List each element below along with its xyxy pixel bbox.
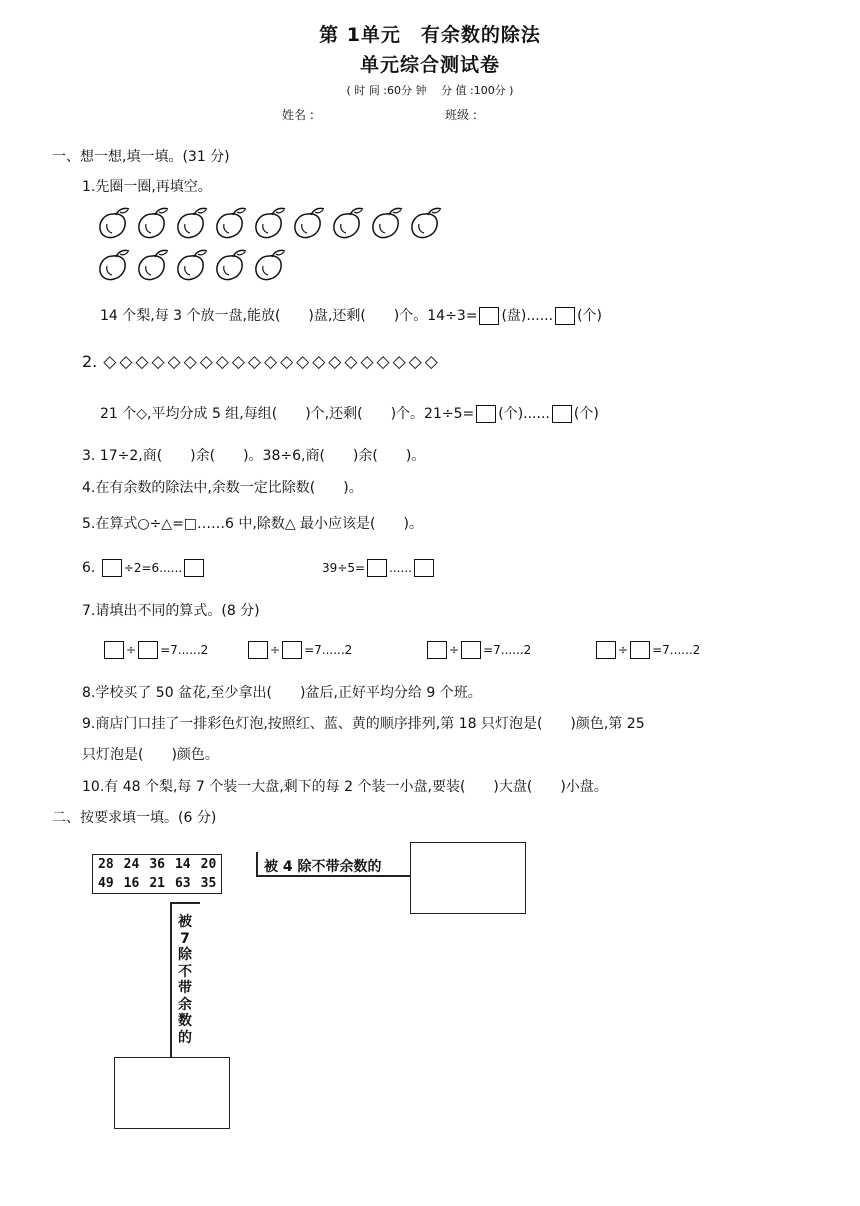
number-cell: 35 — [200, 876, 217, 891]
q7-result: =7......2 — [652, 643, 701, 657]
answer-box[interactable] — [248, 641, 268, 659]
q7-equation — [246, 641, 352, 659]
number-cell: 21 — [149, 876, 165, 891]
pear-icon — [96, 246, 134, 284]
q7-result: =7......2 — [160, 643, 209, 657]
answer-box[interactable] — [555, 307, 575, 325]
label-divisible-by-7: 被7除不带余数的 — [178, 914, 192, 1046]
class-label: 班级 : — [445, 108, 477, 122]
number-table — [92, 854, 222, 894]
pear-icon — [135, 204, 173, 242]
number-cell: 63 — [174, 876, 191, 891]
q6-right — [322, 559, 436, 577]
pear-icon — [213, 204, 251, 242]
q3: 3. 17÷2,商( )余( )。38÷6,商( )余( )。 — [82, 448, 426, 464]
connector-line — [256, 852, 258, 876]
answer-box[interactable] — [552, 405, 572, 423]
q10: 10.有 48 个梨,每 7 个装一大盘,剩下的每 2 个装一小盘,要装( )大盘( )小盘。 — [82, 779, 608, 795]
q1-text-b: (盘)...... — [501, 308, 554, 324]
answer-box[interactable] — [479, 307, 499, 325]
pear-icon — [291, 204, 329, 242]
q2-sentence — [100, 403, 599, 423]
q6-left — [82, 559, 206, 577]
q7-equation — [102, 641, 208, 659]
q2-diamond-row — [82, 352, 441, 372]
q7-result: =7......2 — [483, 643, 532, 657]
pear-icon — [330, 204, 368, 242]
answer-box[interactable] — [367, 559, 387, 577]
divide-sign: ÷ — [270, 643, 281, 657]
number-cell: 49 — [98, 876, 114, 891]
pear-icon — [252, 204, 290, 242]
q1-prompt: 1.先圈一圈,再填空。 — [82, 179, 212, 195]
page-subtitle: 单元综合测试卷 — [359, 54, 500, 76]
q8: 8.学校买了 50 盆花,至少拿出( )盆后,正好平均分给 9 个班。 — [82, 685, 482, 701]
label-divisible-by-4: 被 4 除不带余数的 — [264, 859, 382, 875]
q2-text-c: (个)...... — [498, 406, 550, 422]
section-1-heading: 一、想一想,填一填。(31 分) — [52, 149, 230, 165]
number-cell: 24 — [123, 857, 140, 872]
pear-icon — [369, 204, 407, 242]
pear-row-1 — [96, 204, 447, 246]
number-cell: 20 — [200, 857, 217, 872]
diamond-icon: ◇ — [136, 406, 148, 422]
divide-sign: ÷ — [618, 643, 629, 657]
q6-eq-a: ÷2=6...... — [123, 561, 183, 575]
answer-box[interactable] — [138, 641, 158, 659]
answer-box[interactable] — [282, 641, 302, 659]
q1-text-a: 14 个梨,每 3 个放一盘,能放( )盘,还剩( )个。14÷3= — [100, 308, 478, 324]
connector-line — [170, 902, 172, 1057]
pear-icon — [213, 246, 251, 284]
answer-box[interactable] — [476, 405, 496, 423]
pear-icon — [408, 204, 446, 242]
q1-text-c: (个) — [577, 308, 603, 324]
q7-prompt: 7.请填出不同的算式。(8 分) — [82, 603, 260, 619]
number-cell: 16 — [123, 876, 140, 891]
answer-box[interactable] — [414, 559, 434, 577]
answer-box[interactable] — [104, 641, 124, 659]
q6-eq-c: ...... — [389, 561, 412, 575]
page-title: 第 1单元 有余数的除法 — [319, 24, 541, 46]
q2-text-b: ,平均分成 5 组,每组( )个,还剩( )个。21÷5= — [147, 406, 475, 422]
pear-icon — [174, 246, 212, 284]
answer-box[interactable] — [596, 641, 616, 659]
answer-box[interactable] — [184, 559, 204, 577]
connector-line — [170, 902, 200, 904]
answer-box[interactable] — [427, 641, 447, 659]
q2-number: 2. — [82, 352, 98, 371]
q1-sentence — [100, 305, 602, 325]
answer-box-divisible-by-7[interactable] — [114, 1057, 230, 1129]
divide-sign: ÷ — [449, 643, 460, 657]
number-cell: 14 — [174, 857, 191, 872]
answer-box[interactable] — [630, 641, 650, 659]
q6-number: 6. — [82, 560, 96, 576]
table-row — [93, 874, 222, 894]
number-cell: 28 — [98, 857, 114, 872]
pear-icon — [252, 246, 290, 284]
answer-box[interactable] — [461, 641, 481, 659]
q2-text-a: 21 个 — [100, 406, 137, 422]
diamond-icons: ◇◇◇◇◇◇◇◇◇◇◇◇◇◇◇◇◇◇◇◇◇ — [103, 352, 441, 372]
exam-meta: ( 时 间 :60分 钟 分 值 :100分 ) — [346, 84, 514, 97]
q5: 5.在算式○÷△=□……6 中,除数△ 最小应该是( )。 — [82, 516, 423, 532]
number-cell: 36 — [149, 857, 165, 872]
q4: 4.在有余数的除法中,余数一定比除数( )。 — [82, 480, 363, 496]
pear-icon — [135, 246, 173, 284]
divide-sign: ÷ — [126, 643, 137, 657]
q7-equation — [425, 641, 531, 659]
name-label: 姓名 : — [282, 108, 314, 122]
pear-icon — [96, 204, 134, 242]
q9-line-1: 9.商店门口挂了一排彩色灯泡,按照红、蓝、黄的顺序排列,第 18 只灯泡是( )颜色,第 25 — [82, 716, 645, 732]
answer-box[interactable] — [102, 559, 122, 577]
pear-icon — [174, 204, 212, 242]
pear-row-2 — [96, 246, 291, 288]
q7-result: =7......2 — [304, 643, 353, 657]
q9-line-2: 只灯泡是( )颜色。 — [82, 747, 219, 763]
q7-equation — [594, 641, 700, 659]
q2-text-d: (个) — [573, 406, 599, 422]
section-2-heading: 二、按要求填一填。(6 分) — [52, 810, 217, 826]
table-row — [93, 855, 222, 875]
q6-eq-b: 39÷5= — [322, 561, 366, 575]
answer-box-divisible-by-4[interactable] — [410, 842, 526, 914]
